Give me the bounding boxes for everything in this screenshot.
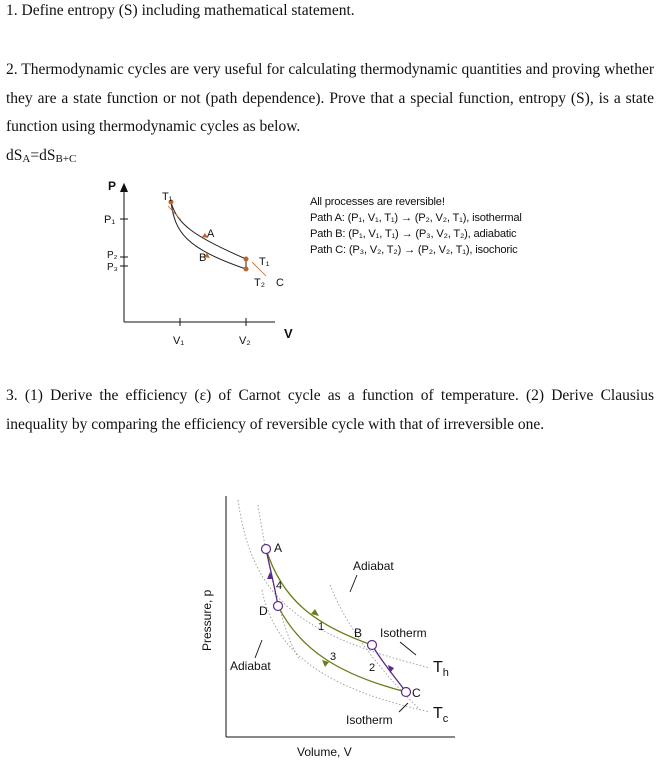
point-a-marker — [262, 545, 271, 554]
step-1-label: 1 — [318, 621, 325, 633]
point-c-label: C — [412, 686, 421, 700]
point-c-marker — [402, 688, 411, 697]
point-b-marker — [368, 641, 377, 650]
path-a-label: A — [207, 228, 215, 240]
t1-top-label: T₁ — [162, 191, 173, 203]
p2-label: P₂ — [107, 250, 118, 261]
point-a-label: A — [274, 541, 283, 555]
adiabat-top-leader — [350, 575, 357, 592]
isotherm-upper-label: Isotherm — [380, 626, 427, 640]
path-c-label: C — [276, 277, 284, 289]
axis-p-label: P — [108, 179, 117, 193]
question-2-text: 2. Thermodynamic cycles are very useful for calculating thermodynamic quantities and proving whether they are a state function or not (path dependence). Prove that a special function, entropy (S), is a state function using thermodynamic cycles as below. — [6, 61, 654, 135]
pressure-label: Pressure, p — [200, 589, 214, 651]
step-3-path — [278, 606, 406, 692]
step-2-label: 2 — [369, 662, 376, 674]
adiabat-left-leader — [255, 640, 262, 658]
eq-sub-a: A — [22, 152, 31, 165]
note-line: Path B: (P₁, V₁, T₁) → (P₃, V₂, T₂), adiabatic — [310, 228, 517, 240]
eq-sub-bc: B+C — [55, 152, 77, 165]
tc-label — [433, 705, 449, 725]
th-sub: h — [442, 667, 449, 679]
eq-ds: dS — [6, 146, 23, 164]
p3-label: P₃ — [107, 262, 118, 273]
note-line: Path A: (P₁, V₁, T₁) → (P₂, V₂, T₁), isothermal — [310, 212, 522, 224]
step-4-label: 4 — [276, 580, 283, 592]
v2-label: V₂ — [239, 335, 251, 347]
volume-label: Volume, V — [297, 745, 352, 759]
axis-v-label: V — [284, 326, 293, 341]
step-3-label: 3 — [330, 651, 337, 663]
p1-label: P₁ — [104, 214, 116, 226]
tc-sub: c — [442, 713, 449, 725]
t1-right-label: T₁ — [259, 256, 270, 268]
note-line: Path C: (P₃, V₂, T₂) → (P₂, V₂, T₁), isochoric — [310, 244, 518, 256]
point-d-marker — [274, 602, 283, 611]
eq-equals-ds: =dS — [30, 146, 56, 164]
isotherm-upper-leader — [400, 642, 416, 655]
adiabat-left-label: Adiabat — [230, 659, 271, 673]
question-3: 3. (1) Derive the efficiency (ε) of Carnot cycle as a function of temperature. (2) Derive Clausius inequality by comparing the efficiency of reversible cycle with that of irreversible one. — [6, 387, 654, 433]
path-b-label: B — [199, 252, 207, 264]
th-main: T — [433, 659, 443, 676]
th-label — [433, 659, 449, 679]
t2-label: T₂ — [254, 277, 265, 289]
v1-label: V₁ — [173, 335, 185, 347]
point-d-label: D — [259, 604, 268, 618]
isotherm-lower-label: Isotherm — [346, 713, 393, 727]
note-line: All processes are reversible! — [310, 196, 445, 208]
question-1: 1. Define entropy (S) including mathematical statement. — [6, 2, 355, 19]
point-b-label: B — [354, 626, 363, 640]
tc-main: T — [433, 705, 443, 722]
adiabat-top-label: Adiabat — [353, 559, 394, 573]
